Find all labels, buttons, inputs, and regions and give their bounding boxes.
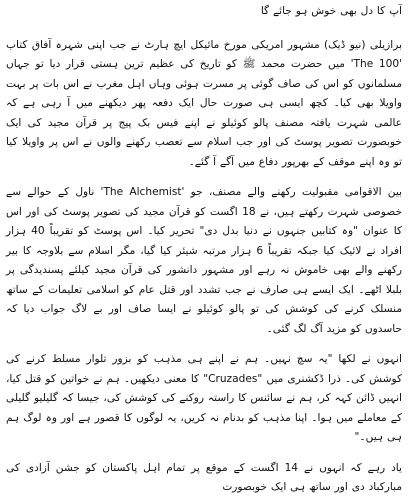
article-paragraph-alchemist: بین الاقوامی مقبولیت رکھنے والے مصنف، جو 'The Alchemist' ناول کے حوالے سے خصوصی شہرت رکھتے ہیں، نے 18 اگست کو قرآن مجید کی تصویر پوسٹ کی اور اس کا عنوان "وہ کتابیں جنہوں نے دنیا بدل دی" تحریر کیا۔ اس پوسٹ کو تقریباً 40 ہزار افراد نے لائیک کیا جبکہ تقریباً 6 ہزار مرتبہ شیئر کیا گیا، مگر اسلام سے بلاوجہ کا بیر رکھنے والے بھی خاموش نہ رہے اور مشہور دانشور کی قرآن مجید کیلئے پسندیدگی پر بلبلا اٹھے۔ ایک ایسے ہی صارف نے جب تشدد اور قتل عام کو اسلامی تعلیمات کے ساتھ منسلک کرنے کی کوشش کی تو پالو کوئیلو نے ایسا صاف اور بے لاگ جواب دیا کہ حاسدوں کو مزید آگ لگ گئی۔	[6, 186, 402, 335]
article-paragraph-quote: انہوں نے لکھا "یہ سچ نہیں۔ ہم نے اپنے ہی مذہب کو بزور تلوار مسلط کرنے کی کوشش کی۔ ذرا ڈکشنری میں "Cruzades" کا معنی دیکھیں۔ ہم نے خواتین کو قتل کیا، انہیں ڈائن کہہ کر، ہم نے سائنس کا راستہ روکنے کی کوشش کی، جیسا کہ گلیلیو گلیلی کے معاملے میں ہوا۔ اپنا مذہب کو بدنام نہ کریں، یہ لوگوں کا قصور ہے اور وہ لوگ ہم ہی ہیں۔"	[6, 353, 403, 443]
article-paragraph-intro: برازیلی (نیو ڈیک) مشہور امریکی مورخ مائیکل ایچ ہارٹ نے جب اپنی شہرہ آفاق کتاب 'The 100' میں حضرت محمد ﷺ کو تاریخ کی عظیم ترین ہستی قرار دیا تو جہاں مسلمانوں کو اس کی صاف گوئی پر مسرت ہوئی وہاں اہل مغرب نے اس بات پر بہت واویلا بھی کیا۔ کچھ ایسی ہی صورت حال ایک دفعہ پھر دیکھنے میں آ رہی ہے کہ عالمی شہرت یافتہ مصنف پالو کوئیلو نے اپنے فیس بک پیج پر قرآن مجید کی ایک خوبصورت تصویر پوسٹ کی اور جب اسلام سے تعصب رکھنے والوں نے اس پر واویلا کیا تو وہ اپنے موقف کے بھرپور دفاع میں آگے آ گئے۔	[6, 38, 402, 168]
article-paragraph-independence: یاد رہے کہ انہوں نے 14 اگست کے موقع پر تمام اہل پاکستان کو جشن آزادی کی مبارکباد دی اور ساتھ ہی ایک خوبصورت	[6, 461, 402, 493]
article-headline-line: آپ کا دل بھی خوش ہو جائے گا	[260, 5, 402, 17]
